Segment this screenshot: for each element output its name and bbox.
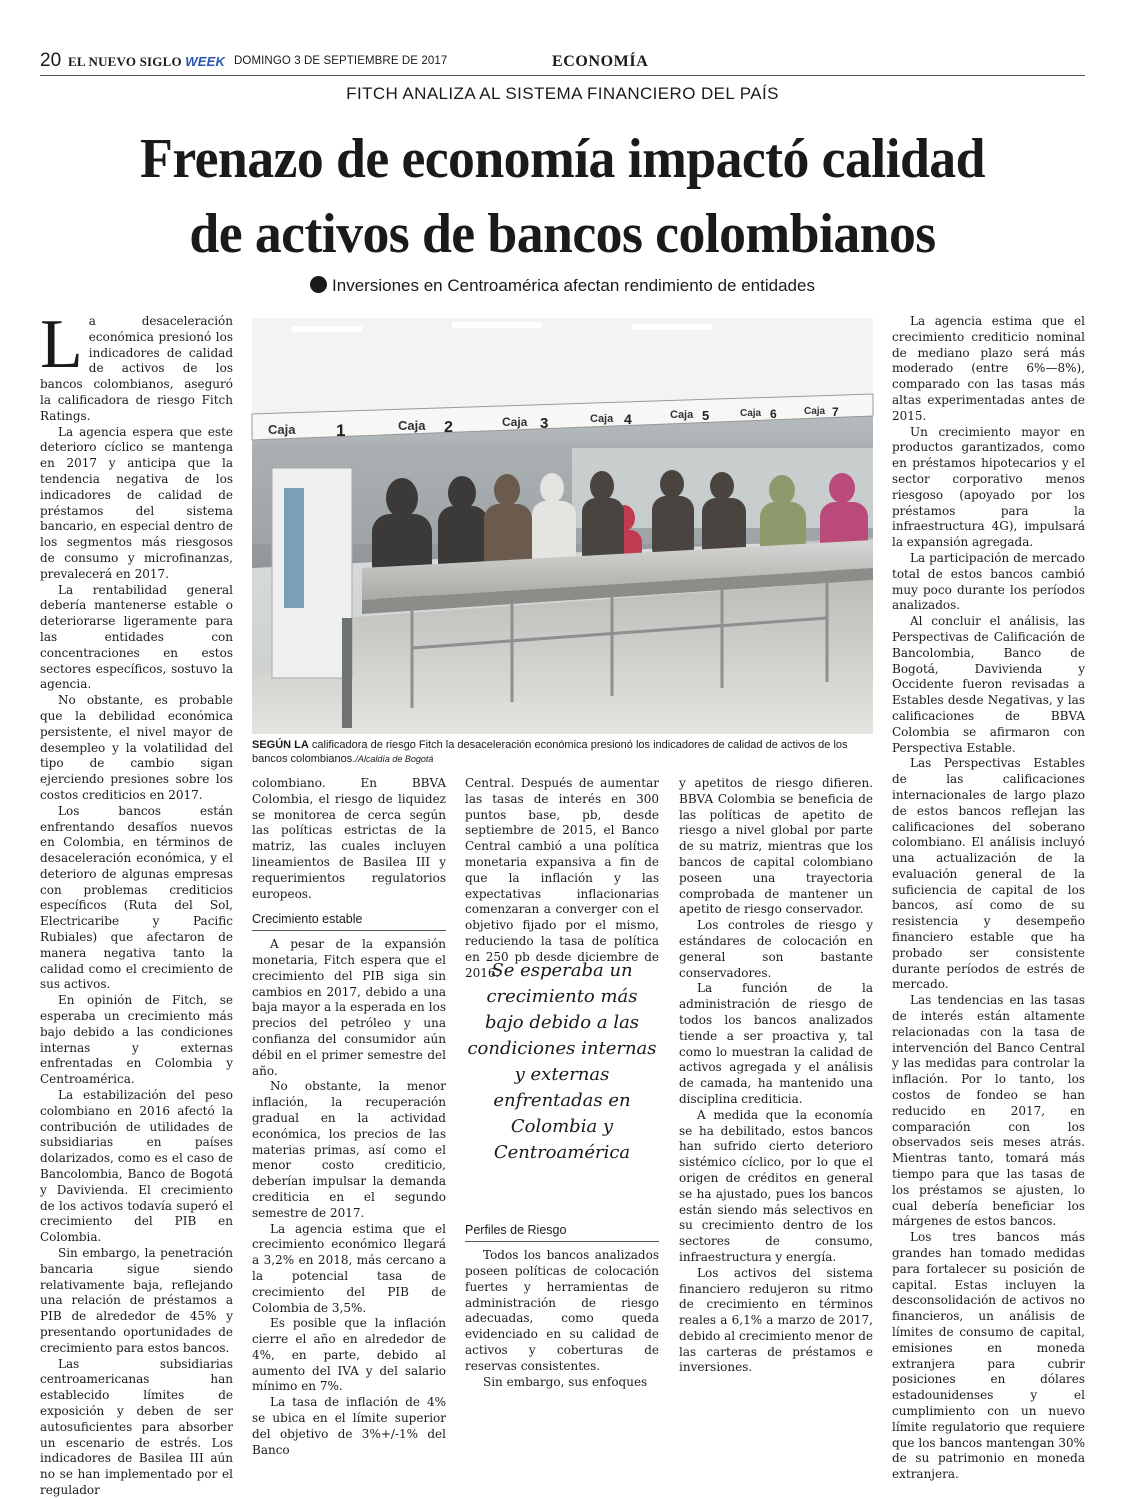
section-subtitle: Perfiles de Riesgo: [465, 1217, 659, 1242]
paragraph: Los tres bancos más grandes han tomado medidas para fortalecer su posición de capital. Estas incluyen la desconsolidación de activos no financieros, un análisis de límites de consumo de capital, emisiones en moneda extranjera para cubrir posiciones en dólares estadounidenses y el cumplimiento con un nuevo límite regulatorio que requiere que los bancos mantengan 30% de su patrimonio en moneda extranjera.: [892, 1230, 1085, 1482]
paragraph: No obstante, es probable que la debilidad económica persistente, el nivel mayor de desempleo y la volatilidad del tipo de cambio sigan ejerciendo presiones sobre los costos crediticios en 2017.: [40, 693, 233, 802]
paragraph: Sin embargo, sus enfoques: [483, 1374, 648, 1389]
caja-sign: Caja: [670, 409, 694, 421]
paragraph: La rentabilidad general debería mantenerse estable o deteriorarse ligeramente para las entidades con concentraciones en estos sectores específicos, sostuvo la agencia.: [40, 582, 233, 692]
paragraph: Las subsidiarias centroamericanas han establecido límites de exposición y deben de ser autosuficientes para absorber un escenario de estrés. Los indicadores de Basilea III aún no se han implementado por el regulador: [40, 1356, 233, 1497]
paragraph: A medida que la economía se ha debilitado, estos bancos han sufrido cierto deterioro sistémico cíclico, por lo que el origen de créditos en general se ha ajustado, pues los bancos están siendo más selectivos en su crecimiento dentro de los sectores de consumo, infraestructura y energía.: [679, 1107, 873, 1264]
paragraph: Es posible que la inflación cierre el año en alrededor de 4%, en parte, debido al aumento del IVA y del salario mínimo en 7%.: [252, 1316, 446, 1394]
paragraph: Central. Después de aumentar las tasas de interés en 300 puntos base, pb, desde septiembre de 2015, el Banco Central cambió a una política monetaria expansiva a fin de que la inflación y las expectativas inflacionarias comenzaran a converger con el objetivo fijado por el mismo, reduciendo la tasa de política en 250 pb desde diciembre de 2016.: [465, 776, 659, 980]
section-subtitle: Crecimiento estable: [252, 906, 446, 931]
newspaper-brand: [68, 54, 225, 70]
caption-text: calificadora de riesgo Fitch la desaceleración económica presionó los indicadores de calidad de activos de los bancos colombianos.: [252, 739, 848, 765]
paragraph: A pesar de la expansión monetaria, Fitch espera que el crecimiento del PIB siga sin cambios en 2017, debido a una baja mayor a la esperada en los precios del petróleo y una confianza del consumidor aún débil en el primer semestre del año.: [252, 937, 446, 1078]
paragraph-text: a desaceleración económica presionó los indicadores de calidad de activos de los bancos colombianos, aseguró la calificadora de riesgo Fitch Ratings.: [40, 314, 233, 423]
paragraph: La función de la administración de riesgo de todos los bancos analizados tiende a ser proactiva y, tal como lo muestran la calidad de activos agregada y el análisis de camada, ha mantenido una disciplina crediticia.: [679, 981, 873, 1106]
caja-number: 4: [624, 411, 632, 427]
paragraph: Un crecimiento mayor en productos garantizados, como en préstamos hipotecarios y el sector corporativo menos riesgoso (apoyado por los préstamos para la infraestructura 4G), impulsará la expansión agregada.: [892, 424, 1085, 550]
photo-credit: /Alcaldía de Bogotá: [355, 754, 434, 764]
paragraph: y apetitos de riesgo difieren. BBVA Colombia se beneficia de las políticas de apetito de riesgo a nivel global por parte de su matriz, mientras que los bancos de capital colombiano poseen una trayectoria comprobada de mantener un apetito de riesgo conservador.: [679, 776, 873, 917]
section-name: ECONOMÍA: [552, 53, 649, 70]
brand-main: EL NUEVO SIGLO: [68, 54, 182, 69]
article-kicker: FITCH ANALIZA AL SISTEMA FINANCIERO DEL PAÍS: [346, 84, 779, 103]
caja-sign: Caja: [502, 415, 528, 429]
paragraph: La agencia estima que el crecimiento crediticio nominal de mediano plazo será más moderado (entre 6%—8%), comparado con las tasas más altas experimentadas antes de 2015.: [892, 314, 1085, 423]
paragraph: colombiano. En BBVA Colombia, el riesgo de liquidez se monitorea de cerca según las políticas estrictas de la matriz, las cuales incluyen lineamientos de Basilea III y requerimientos regulatorios europeos.: [252, 776, 446, 901]
caja-number: 2: [444, 419, 453, 436]
article-column-1: [40, 306, 233, 1497]
paragraph: Los activos del sistema financiero redujeron su ritmo de crecimiento en términos reales a 6,1% a marzo de 2017, debido al crecimiento menor de las carteras de préstamos e inversiones.: [679, 1265, 873, 1375]
subhead-text: Inversiones en Centroamérica afectan rendimiento de entidades: [332, 276, 815, 295]
photo-caption: [252, 738, 873, 766]
paragraph: La agencia estima que el crecimiento económico llegará a 3,2% en 2018, más cercano a la potencial tasa de crecimiento del PIB de Colombia de 3,5%.: [252, 1221, 446, 1315]
paragraph: La estabilización del peso colombiano en 2016 afectó la contribución de utilidades de subsidiarias en países dolarizados, como es el caso de Bancolombia, Banco de Bogotá y Davivienda. El crecimiento de los activos todavía superó el crecimiento del PIB en Colombia.: [40, 1088, 233, 1245]
headline-line-2: de activos de bancos colombianos: [189, 203, 936, 265]
paragraph: Al concluir el análisis, las Perspectivas de Calificación de Bancolombia, Banco de Bogotá, Davivienda y Occidente fueron revisadas a Estables desde Negativas, y las calificaciones de BBVA Colombia se afirmaron con Perspectiva Estable.: [892, 614, 1085, 755]
paragraph: [40, 306, 233, 425]
caja-sign: Caja: [590, 413, 614, 425]
paragraph: Los controles de riesgo y estándares de colocación en general son bastante conservadores.: [679, 918, 873, 980]
paragraph: No obstante, la menor inflación, la recuperación gradual en la actividad económica, los precios de las materias primas, así como el menor costo crediticio, deberían impulsar la demanda crediticia en el segundo semestre de 2017.: [252, 1079, 446, 1220]
caja-number: 3: [540, 415, 549, 432]
caja-number: 1: [336, 421, 346, 440]
paragraph: Los bancos están enfrentando desafíos nuevos en Colombia, en términos de desaceleración económica, y el deterioro de algunas empresas con problemas crediticios específicos (Ruta del Sol, Electricaribe y Pacific Rubiales) que afectaron de manera negativa tanto la calidad como el crecimiento de sus activos.: [40, 803, 233, 992]
paragraph: Sin embargo, la penetración bancaria sigue siendo relativamente baja, reflejando una relación de préstamos a PIB de alrededor de 45% y presentando oportunidades de crecimiento para estos bancos.: [40, 1246, 233, 1355]
bullet-icon: [310, 276, 327, 293]
caja-number: 7: [832, 405, 839, 419]
paragraph: En opinión de Fitch, se esperaba un crecimiento más bajo debido a las condiciones internas y externas enfrentadas en Colombia y Centroamérica.: [40, 993, 233, 1087]
article-headline: [23, 122, 1103, 272]
paragraph: Las tendencias en las tasas de interés están altamente relacionadas con la tasa de intervención del Banco Central y las medidas para controlar la inflación. Por lo tanto, los costos de fondeo se han reducido en 2017, en comparación con los observados seis meses atrás. Mientras tanto, tomará más tiempo para que las tasas de los préstamos se ajusten, lo cual debería beneficiar los márgenes de estos bancos.: [892, 993, 1085, 1229]
paragraph: La agencia espera que este deterioro cíclico se mantenga en 2017 y anticipa que la tendencia negativa de los indicadores de calidad de préstamos del sistema bancario, en especial dentro de los segmentos más riesgosos de consumo y microfinanzas, prevalecerá en 2017.: [40, 424, 233, 581]
paragraph: Todos los bancos analizados poseen políticas de colocación fuertes y herramientas de administración de riesgo adecuadas, como queda evidenciado en su calidad de activos y coberturas de reservas consistentes.: [465, 1248, 659, 1373]
page-number: 20: [40, 50, 62, 71]
article-subhead: [0, 276, 1125, 296]
caption-lead: SEGÚN LA: [252, 739, 309, 751]
headline-line-1: Frenazo de economía impactó calidad: [140, 128, 985, 190]
article-column-5: [892, 314, 1085, 1482]
caja-sign: Caja: [268, 422, 296, 437]
article-column-4: [679, 776, 873, 1375]
bank-tellers-photo: [252, 318, 873, 734]
paragraph: La tasa de inflación de 4% se ubica en el límite superior del objetivo de 3%+/-1% del Banco: [252, 1395, 446, 1457]
caja-number: 5: [702, 408, 710, 423]
caja-sign: Caja: [804, 406, 826, 417]
caja-sign: Caja: [398, 418, 426, 433]
pull-quote: Se esperaba un crecimiento más bajo debido a las condiciones internas y externas enfrentadas en Colombia y Centroamérica: [467, 960, 657, 1163]
brand-accent: WEEK: [185, 54, 226, 69]
issue-date: DOMINGO 3 DE SEPTIEMBRE DE 2017: [234, 55, 448, 67]
caja-number: 6: [770, 407, 777, 421]
paragraph: La participación de mercado total de estos bancos cambió muy poco durante los períodos analizados.: [892, 550, 1085, 613]
paragraph: Las Perspectivas Estables de las calificaciones internacionales de largo plazo de estos bancos reflejan las calificaciones del soberano colombiano. El análisis incluyó una actualización de la evaluación general de la suficiencia de capital de los bancos, así como de su resistencia y desempeño financiero estable que ha probado ser consistente durante períodos de estrés de mercado.: [892, 756, 1085, 992]
page-header: [40, 48, 1085, 76]
article-column-2: [252, 776, 446, 1457]
drop-cap: L: [40, 306, 83, 383]
caja-sign: Caja: [740, 408, 762, 419]
